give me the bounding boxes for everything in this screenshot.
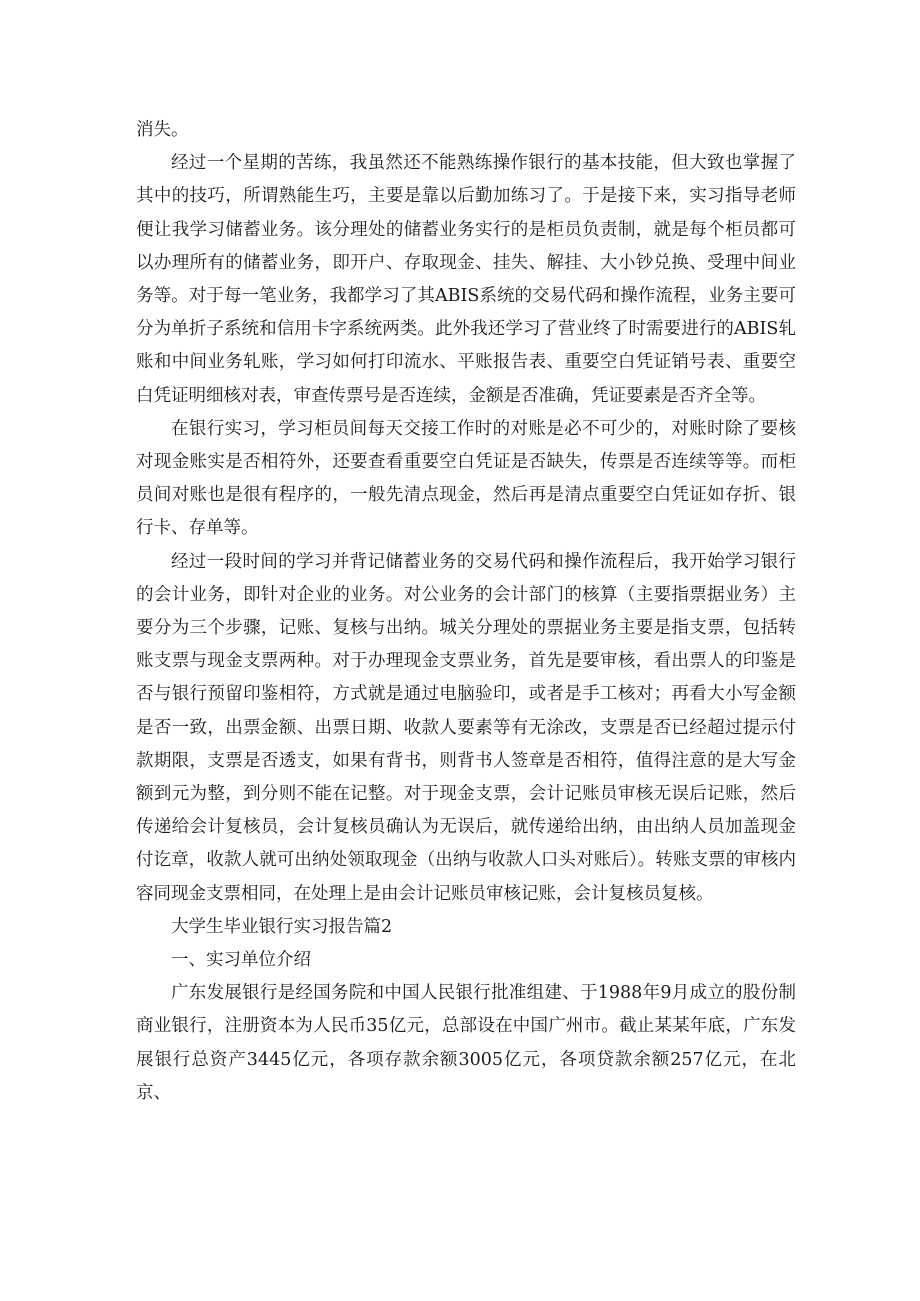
paragraph-teller-reconciliation: 在银行实习，学习柜员间每天交接工作时的对账是必不可少的，对账时除了要核对现金账实是否相符外，还要查看重要空白凭证是否缺失，传票是否连续等等。而柜员间对账也是很有程序的，一般先清点现金，然后再是清点重要空白凭证如存折、银行卡、存单等。 [136, 418, 796, 539]
paragraph-accounting-business: 经过一段时间的学习并背记储蓄业务的交易代码和操作流程后，我开始学习银行的会计业务，即针对企业的业务。对公业务的会计部门的核算（主要指票据业务）主要分为三个步骤，记账、复核与出纳。城关分理处的票据业务主要是指支票，包括转账支票与现金支票两种。对于办理现金支票业务，首先是要审核，看出票人的印鉴是否与银行预留印鉴相符，方式就是通过电脑验印，或者是手工核对；再看大小写金额是否一致，出票金额、出票日期、收款人要素等有无涂改，支票是否已经超过提示付款期限，支票是否透支，如果有背书，则背书人签章是否相符，值得注意的是大写金额到元为整，到分则不能在记整。对于现金支票，会计记账员审核无误后记账，然后传递给会计复核员，会计复核员确认为无误后，就传递给出纳，由出纳人员加盖现金付讫章，收款人就可出纳处领取现金（出纳与收款人口头对账后）。转账支票的审核内容同现金支票相同，在处理上是由会计记账员审核记账，会计复核员复核。 [136, 551, 796, 904]
paragraph-savings-training: 经过一个星期的苦练，我虽然还不能熟练操作银行的基本技能，但大致也掌握了其中的技巧，所谓熟能生巧，主要是靠以后勤加练习了。于是接下来，实习指导老师便让我学习储蓄业务。该分理处的储蓄业务实行的是柜员负责制，就是每个柜员都可以办理所有的储蓄业务，即开户、存取现金、挂失、解挂、大小钞兑换、受理中间业务等。对于每一笔业务，我都学习了其ABIS系统的交易代码和操作流程，业务主要可分为单折子系统和信用卡字系统两类。此外我还学习了营业终了时需要进行的ABIS轧账和中间业务轧账，学习如何打印流水、平账报告表、重要空白凭证销号表、重要空白凭证明细核对表，审查传票号是否连续，金额是否准确，凭证要素是否齐全等。 [136, 153, 796, 406]
section-heading-report-2: 大学生毕业银行实习报告篇2 [171, 916, 393, 937]
paragraph-continuation: 消失。 [136, 120, 189, 140]
document-body [136, 114, 796, 1110]
paragraph-bank-intro: 广东发展银行是经国务院和中国人民银行批准组建、于1988年9月成立的股份制商业银行，注册资本为人民币35亿元，总部设在中国广州市。截止某某年底，广东发展银行总资产3445亿元，各项存款余额3005亿元，各项贷款余额257亿元，在北京、 [136, 983, 796, 1103]
section-heading-unit-intro: 一、实习单位介绍 [171, 950, 311, 971]
